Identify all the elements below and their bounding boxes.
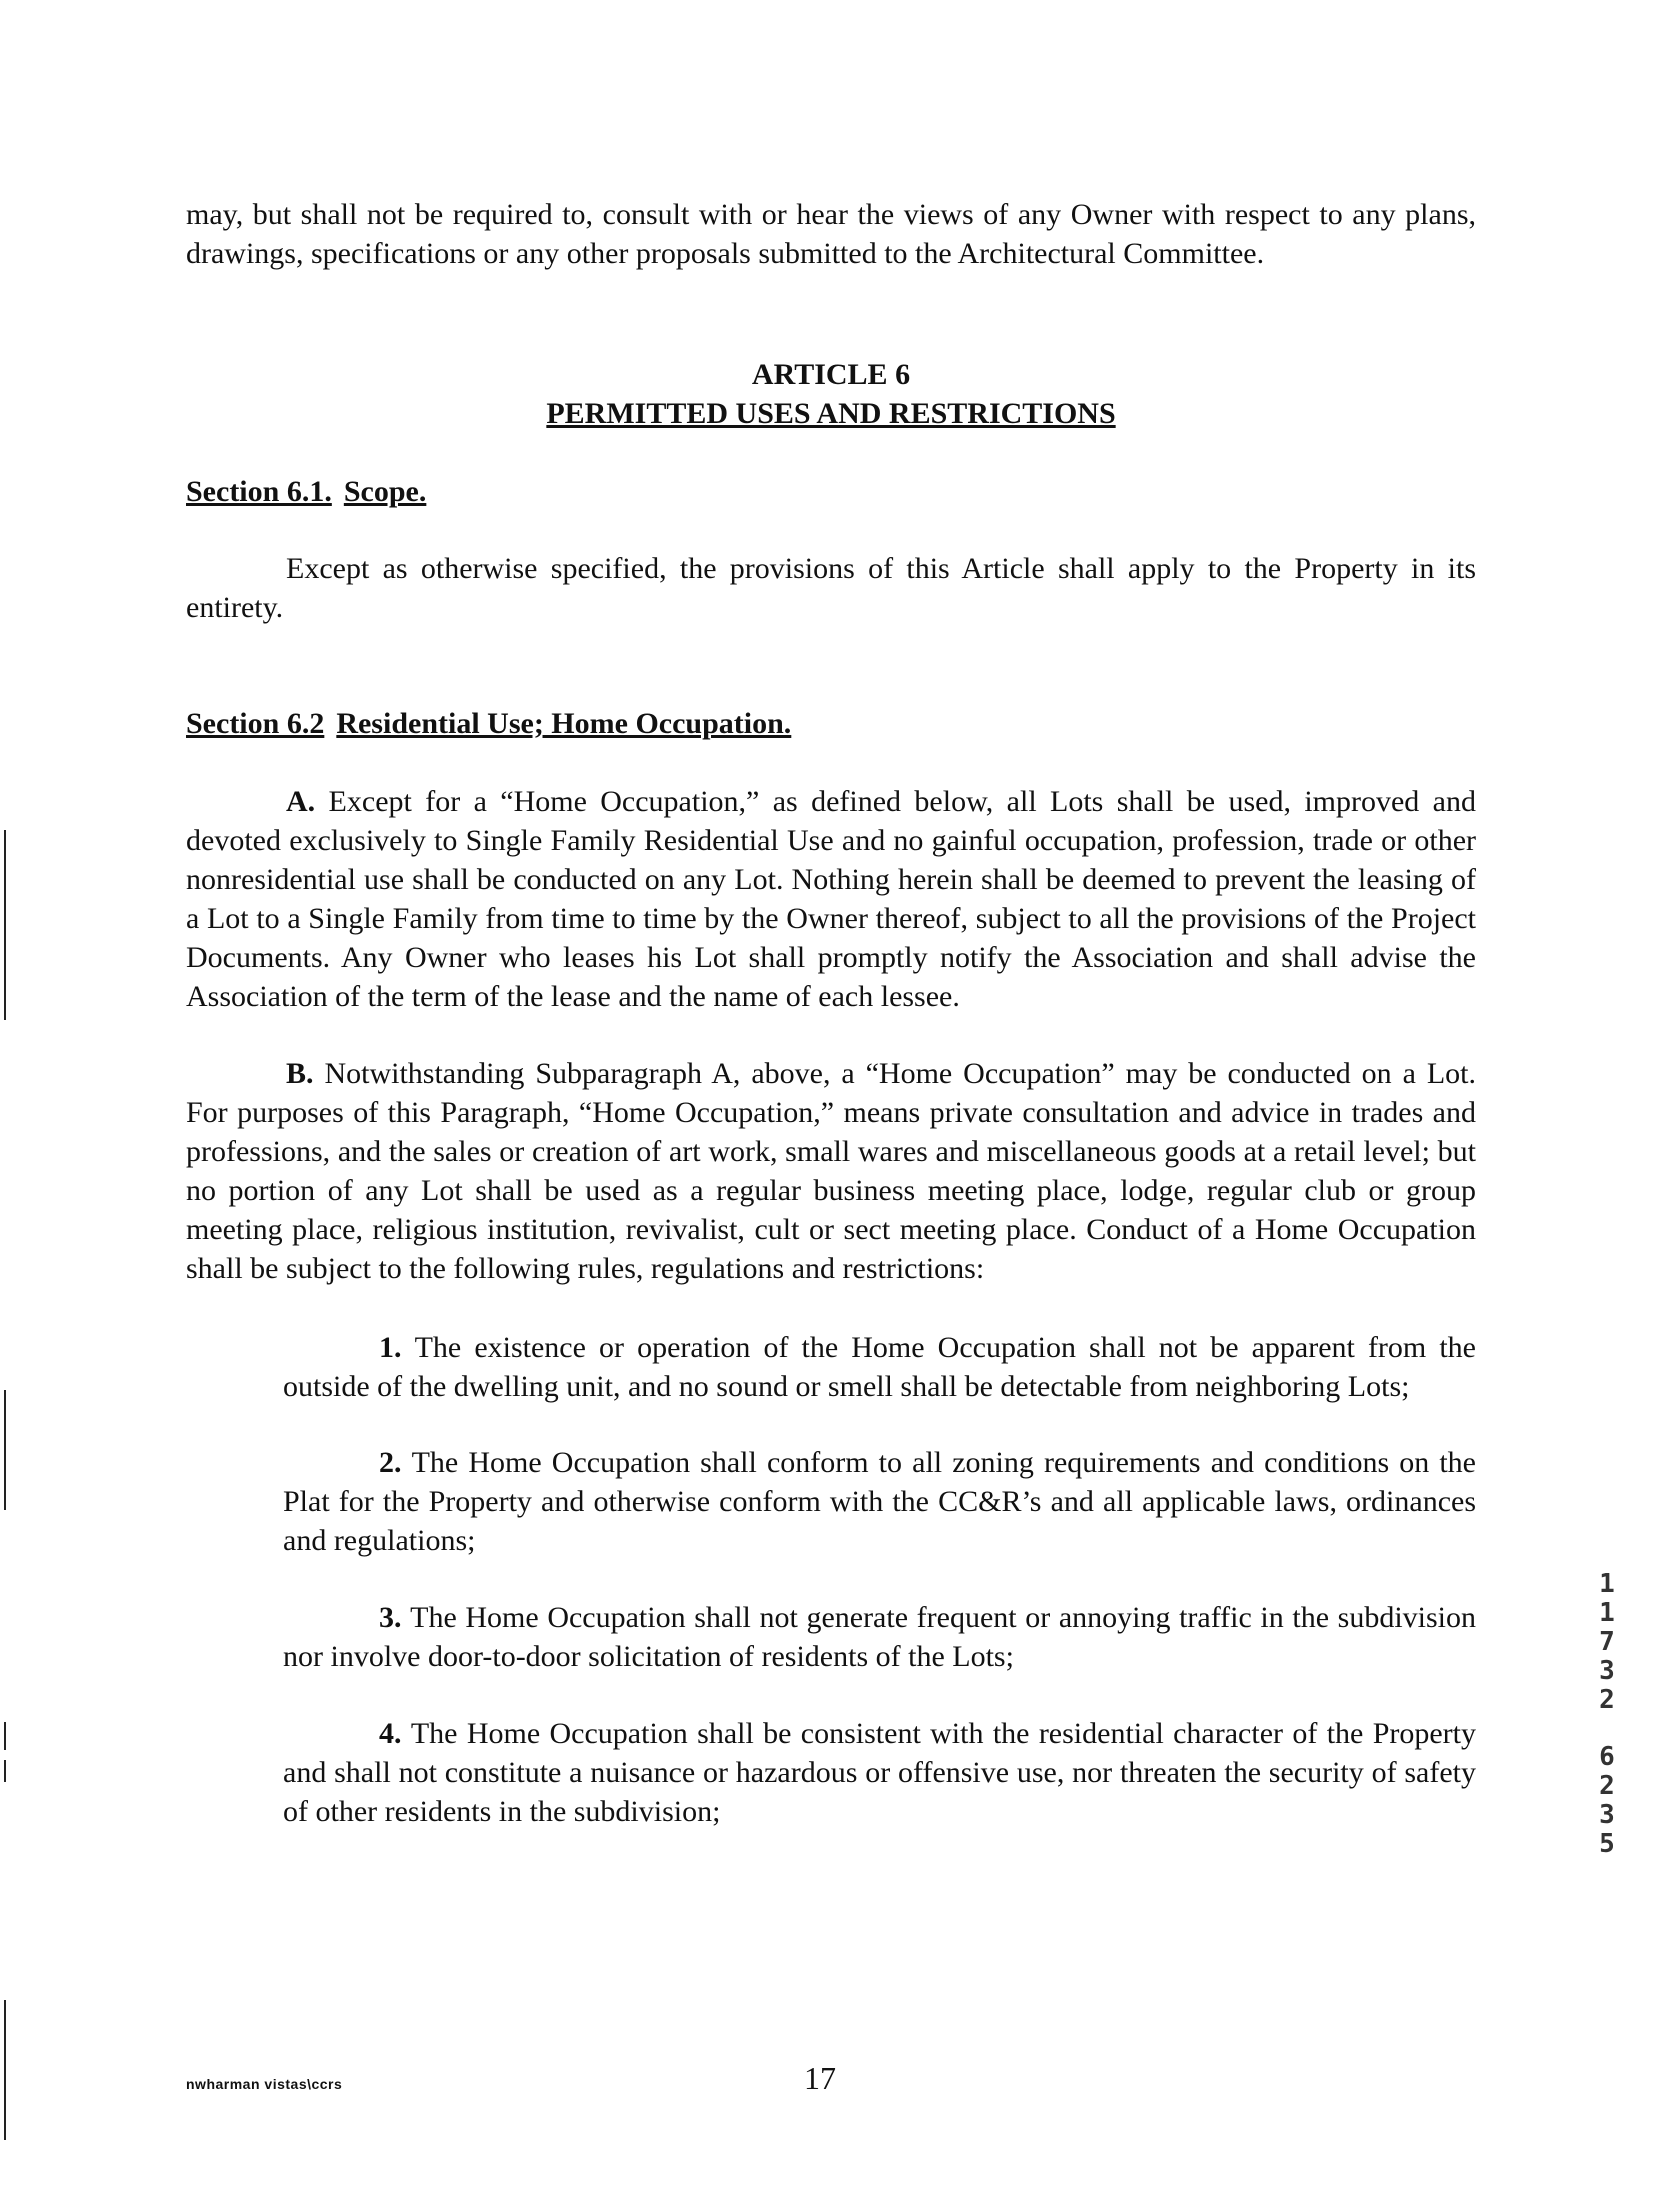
list-item <box>283 1443 1476 1560</box>
stamp-gap <box>1587 1715 1627 1743</box>
scan-artifact <box>4 1760 6 1782</box>
scan-artifact <box>4 1390 6 1510</box>
stamp-digit: 6 <box>1599 1742 1615 1772</box>
scan-artifact <box>4 1722 6 1750</box>
paragraph-b-text: Notwithstanding Subparagraph A, above, a “Home Occupation” may be conducted on a Lot. For purposes of this Paragraph, “Home Occupation,” means private consultation and advice in trades and professions, and the sales or creation of art work, small wares and miscellaneous goods at a retail level; but no portion of any Lot shall be used as a regular business meeting place, lodge, regular club or group meeting place, religious institution, revivalist, cult or sect meeting place. Conduct of a Home Occupation shall be subject to the following rules, regulations and restrictions: <box>186 1057 1476 1285</box>
section-6-2-number: Section 6.2 <box>186 707 325 740</box>
section-6-1-body: Except as otherwise specified, the provisions of this Article shall apply to the Property in its entirety. <box>186 552 1476 624</box>
scan-artifact <box>4 830 6 1020</box>
list-item-text: The existence or operation of the Home Occupation shall not be apparent from the outside of the dwelling unit, and no sound or smell shall be detectable from neighboring Lots; <box>283 1331 1476 1403</box>
article-number: ARTICLE 6 <box>751 358 911 391</box>
stamp-digit: 5 <box>1599 1829 1615 1859</box>
section-6-1-heading <box>186 472 426 512</box>
stamp-digit: 2 <box>1599 1685 1615 1715</box>
recording-stamp <box>1587 1569 1627 1859</box>
stamp-digit: 3 <box>1599 1800 1615 1830</box>
stamp-digit: 1 <box>1599 1569 1615 1599</box>
paragraph-a-lead: A. <box>286 785 316 818</box>
section-6-2-title: Residential Use; Home Occupation. <box>336 707 792 740</box>
section-6-2-heading <box>186 704 791 744</box>
stamp-digit: 1 <box>1599 1598 1615 1628</box>
list-item-lead: 3. <box>379 1601 402 1634</box>
continuation-paragraph: may, but shall not be required to, consult with or hear the views of any Owner with respect to any plans, drawings, specifications or any other proposals submitted to the Architectural Committee. <box>186 198 1476 270</box>
stamp-digit: 2 <box>1599 1771 1615 1801</box>
stamp-digit: 7 <box>1599 1627 1615 1657</box>
paragraph-a <box>186 782 1476 1016</box>
list-item-lead: 2. <box>379 1446 402 1479</box>
paragraph-b <box>186 1054 1476 1288</box>
list-item <box>283 1328 1476 1406</box>
list-item-lead: 4. <box>379 1717 402 1750</box>
section-6-1-title: Scope. <box>343 475 427 508</box>
list-item-text: The Home Occupation shall be consistent with the residential character of the Property and shall not constitute a nuisance or hazardous or offensive use, nor threaten the security of safety of other residents in the subdivision; <box>283 1717 1477 1828</box>
list-item-lead: 1. <box>379 1331 402 1364</box>
paragraph-b-lead: B. <box>286 1057 314 1090</box>
article-title <box>186 394 1476 434</box>
footer-file-path: nwharman vistas\ccrs <box>186 2076 343 2092</box>
list-item <box>283 1714 1476 1831</box>
paragraph-a-text: Except for a “Home Occupation,” as defined below, all Lots shall be used, improved and devoted exclusively to Single Family Residential Use and no gainful occupation, profession, trade or other nonresidential use shall be conducted on any Lot. Nothing herein shall be deemed to prevent the leasing of a Lot to a Single Family from time to time by the Owner thereof, subject to all the provisions of the Project Documents. Any Owner who leases his Lot shall promptly notify the Association and shall advise the Association of the term of the lease and the name of each lessee. <box>186 785 1476 1013</box>
page-number: 17 <box>804 2060 836 2096</box>
list-item-text: The Home Occupation shall not generate frequent or annoying traffic in the subdivision nor involve door-to-door solicitation of residents of the Lots; <box>283 1601 1476 1673</box>
list-item <box>283 1598 1476 1676</box>
section-6-1-number: Section 6.1. <box>186 475 332 508</box>
list-item-text: The Home Occupation shall conform to all zoning requirements and conditions on the Plat for the Property and otherwise conform with the CC&R’s and all applicable laws, ordinances and regulations; <box>283 1446 1476 1557</box>
stamp-digit: 3 <box>1599 1656 1615 1686</box>
scan-artifact <box>4 2000 6 2140</box>
article-title-text: PERMITTED USES AND RESTRICTIONS <box>546 397 1116 430</box>
